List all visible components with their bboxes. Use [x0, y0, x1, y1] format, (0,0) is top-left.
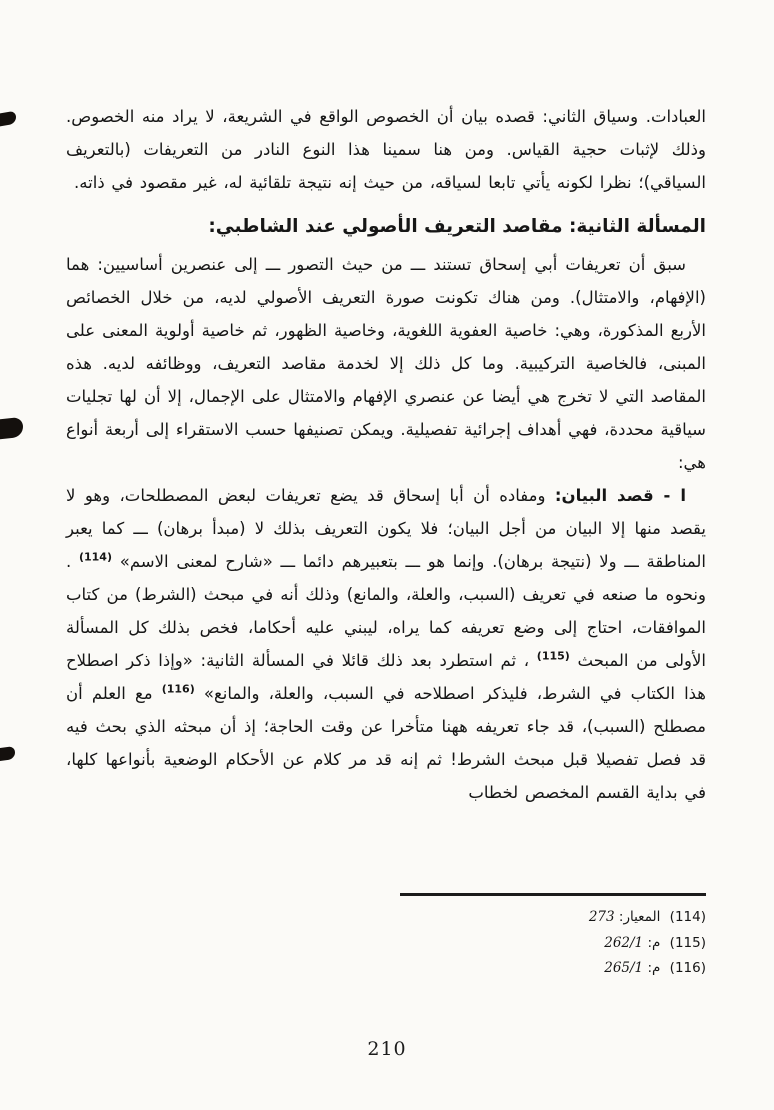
footnote-value: 262/1: [604, 934, 644, 951]
scan-ink-mark: [0, 417, 23, 439]
footnote-ref-115: (115): [536, 649, 570, 663]
footnote-marker: (114): [669, 909, 706, 925]
paragraph-intro: سبق أن تعريفات أبي إسحاق تستند ـــ من حيث التصور ـــ إلى عنصرين أساسيين: هما (الإفهام، والامتثال). ومن هناك تكونت صورة التعريف الأصولي لديه، من خلال الخصائص الأربع المذكورة، وهي: خاصية العفوية اللغوية، وخاصية الظهور، ثم خاصية أولوية المعنى على المبنى، فالخاصية التركيبية. وما كل ذلك إلا لخدمة مقاصد التعريف، ووظائفه لديه. هذه المقاصد التي لا تخرج هي أيضا عن عنصري الإفهام والامتثال على الإجمال، إلا أن لها تجليات سياقية محددة، فهي أهداف إجرائية تفصيلية. ويمكن تصنيفها حسب الاستقراء إلى أربعة أنواع هي:: [66, 255, 706, 472]
item-1-text-b: . ونحوه ما صنعه في تعريف (السبب، والعلة، والمانع) وذلك أنه في مبحث (الشرط) من كتاب الموافقات، احتاج إلى وضع تعريفه كما يراه، ليبني عليه أحكاما، فخص بذلك كل المسألة الأولى من المبحث: [66, 552, 706, 670]
footnote-marker: (116): [669, 960, 706, 976]
footnote-ref-116: (116): [161, 682, 195, 696]
paragraph-continuation: العبادات. وسياق الثاني: قصده بيان أن الخصوص الواقع في الشريعة، لا يراد منه الخصوص. وذلك لإثبات حجية القياس. ومن هنا سمينا هذا النوع النادر من التعريفات (بالتعريف السياقي)؛ نظرا لكونه يأتي تابعا لسياقه، من حيث إنه نتيجة تلقائية له، غير مقصود في ذاته.: [66, 107, 706, 192]
section-heading: المسألة الثانية: مقاصد التعريف الأصولي عند الشاطبي:: [208, 216, 706, 237]
footnote-label: المعيار:: [618, 909, 661, 925]
footnote-separator: [400, 893, 706, 896]
item-1-text-d: مع العلم أن مصطلح (السبب)، قد جاء تعريفه ههنا متأخرا عن وقت الحاجة؛ إذ أن مبحثه الذي بحث فيه قد فصل تفصيلا قبل مبحث الشرط! ثم إنه قد مر كلام عن الأحكام الوضعية بأنواعها كلها، في بداية القسم المخصص لخطاب: [66, 684, 706, 802]
item-1-label: ا - قصد البيان:: [554, 486, 686, 505]
scan-ink-mark: [0, 111, 16, 127]
paragraph-item-1: [66, 479, 706, 809]
footnote: [66, 905, 706, 931]
page-number: 210: [367, 1038, 407, 1060]
footnote-label: م:: [647, 934, 661, 951]
footnote: [66, 956, 706, 982]
footnote-marker: (115): [669, 934, 706, 951]
footnote-ref-114: (114): [78, 550, 112, 564]
footnote: [66, 931, 706, 957]
footnote-area: [66, 893, 706, 982]
footnote-label: م:: [647, 960, 661, 976]
footnote-value: 273: [588, 909, 615, 925]
scan-ink-mark: [0, 746, 15, 761]
footnote-value: 265/1: [604, 960, 644, 976]
main-text-block: [66, 100, 706, 809]
item-1-text-a: ومفاده أن أبا إسحاق قد يضع تعريفات لبعض المصطلحات، وهو لا يقصد منها إلا البيان من أجل البيان؛ فلا يكون التعريف بذلك لا (مبدأ برهان) ـــ كما يعبر المناطقة ـــ ولا (نتيجة برهان). وإنما هو ـــ بتعبيرهم دائما ـــ «شارح لمعنى الاسم»: [66, 486, 707, 571]
item-1-text-c: ، ثم استطرد بعد ذلك قائلا في المسألة الثانية: «وإذا ذكر اصطلاح هذا الكتاب في الشرط، فليذكر اصطلاحه في السبب، والعلة، والمانع»: [66, 651, 707, 703]
